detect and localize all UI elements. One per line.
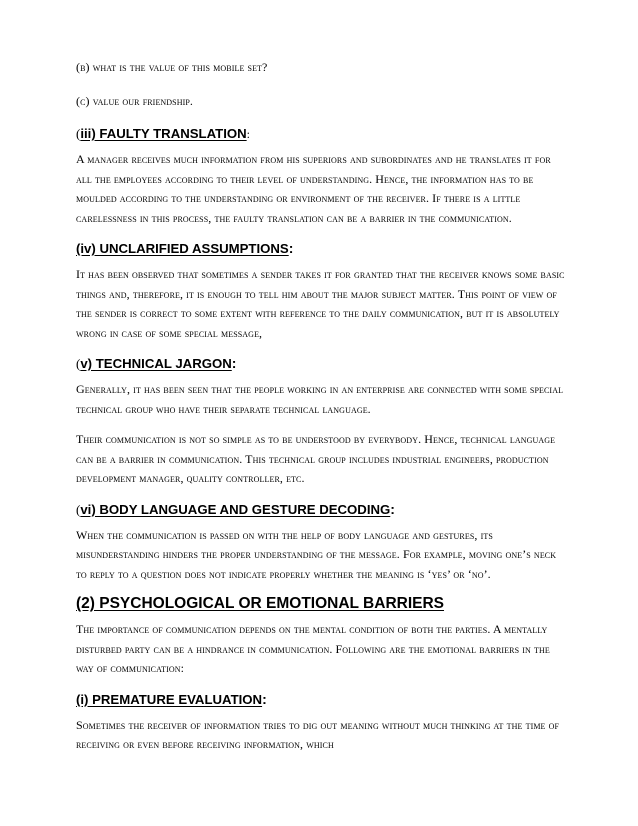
paragraph-body-language: When the communication is passed on with the help of body language and gestures, its misunderstanding hinders the proper understanding of the message. For example, moving one’s neck to reply to a question does not indicate properly whether the meaning is ‘yes’ or ‘no’.: [76, 527, 557, 581]
heading-psychological-barriers: [76, 595, 568, 613]
heading-unclarified-assumptions: [76, 239, 568, 258]
heading-title: (iv) UNCLARIFIED ASSUMPTIONS: [76, 241, 289, 256]
heading-premature-evaluation: [76, 690, 568, 709]
paragraph-technical-jargon-2: Their communication is not so simple as to be understood by everybody. Hence, technical language can be a barrier in communication. This technical group includes industrial engineers, production development manager, quality controller, etc.: [76, 432, 556, 485]
line-c: (c) value our friendship.: [76, 93, 194, 108]
heading-body-language: [76, 500, 568, 519]
heading-title: (i) PREMATURE EVALUATION: [76, 691, 263, 707]
heading-open-paren: (: [76, 126, 81, 141]
heading-title: vi) BODY LANGUAGE AND GESTURE DECODING: [80, 501, 391, 517]
paragraph-technical-jargon-1: Generally, it has been seen that the people working in an enterprise are connected with some special technical group who have their separate technical language.: [76, 382, 564, 416]
heading-colon: :: [390, 500, 395, 517]
heading-colon: :: [288, 240, 294, 256]
paragraph-unclarified-assumptions: It has been observed that sometimes a sender takes it for granted that the receiver knows some basic things and, therefore, it is enough to tell him about the major subject matter. This point of view of the sender is correct to some extent with reference to the daily communication, but it is absolutely wrong in case of some special message,: [76, 267, 565, 340]
heading-title: v) TECHNICAL JARGON: [80, 356, 232, 371]
line-b: (b) what is the value of this mobile set?: [76, 60, 268, 74]
heading-title: iii) FAULTY TRANSLATION: [80, 126, 247, 141]
heading-open-paren: (: [76, 501, 81, 517]
heading-title: (2) PSYCHOLOGICAL OR EMOTIONAL BARRIERS: [76, 595, 445, 612]
heading-colon: :: [246, 127, 250, 141]
heading-colon: :: [231, 355, 237, 371]
heading-faulty-translation: [76, 125, 568, 143]
paragraph-psychological-barriers: The importance of communication depends on the mental condition of both the parties. A mentally disturbed party can be a hindrance in communication. Following are the emotional barriers in the way of communication:: [76, 622, 550, 675]
paragraph-faulty-translation: A manager receives much information from his superiors and subordinates and he translates it for all the employees according to their level of understanding. Hence, the information has to be moulded according to the understanding or environment of the receiver. If there is a little carelessness in this process, the faulty translation can be a barrier in the communication.: [76, 152, 551, 225]
heading-technical-jargon: [76, 354, 568, 373]
paragraph-premature-evaluation: Sometimes the receiver of information tries to dig out meaning without much thinking at the time of receiving or even before receiving information, which: [76, 717, 560, 751]
heading-colon: :: [262, 690, 267, 707]
heading-open-paren: (: [76, 356, 81, 371]
